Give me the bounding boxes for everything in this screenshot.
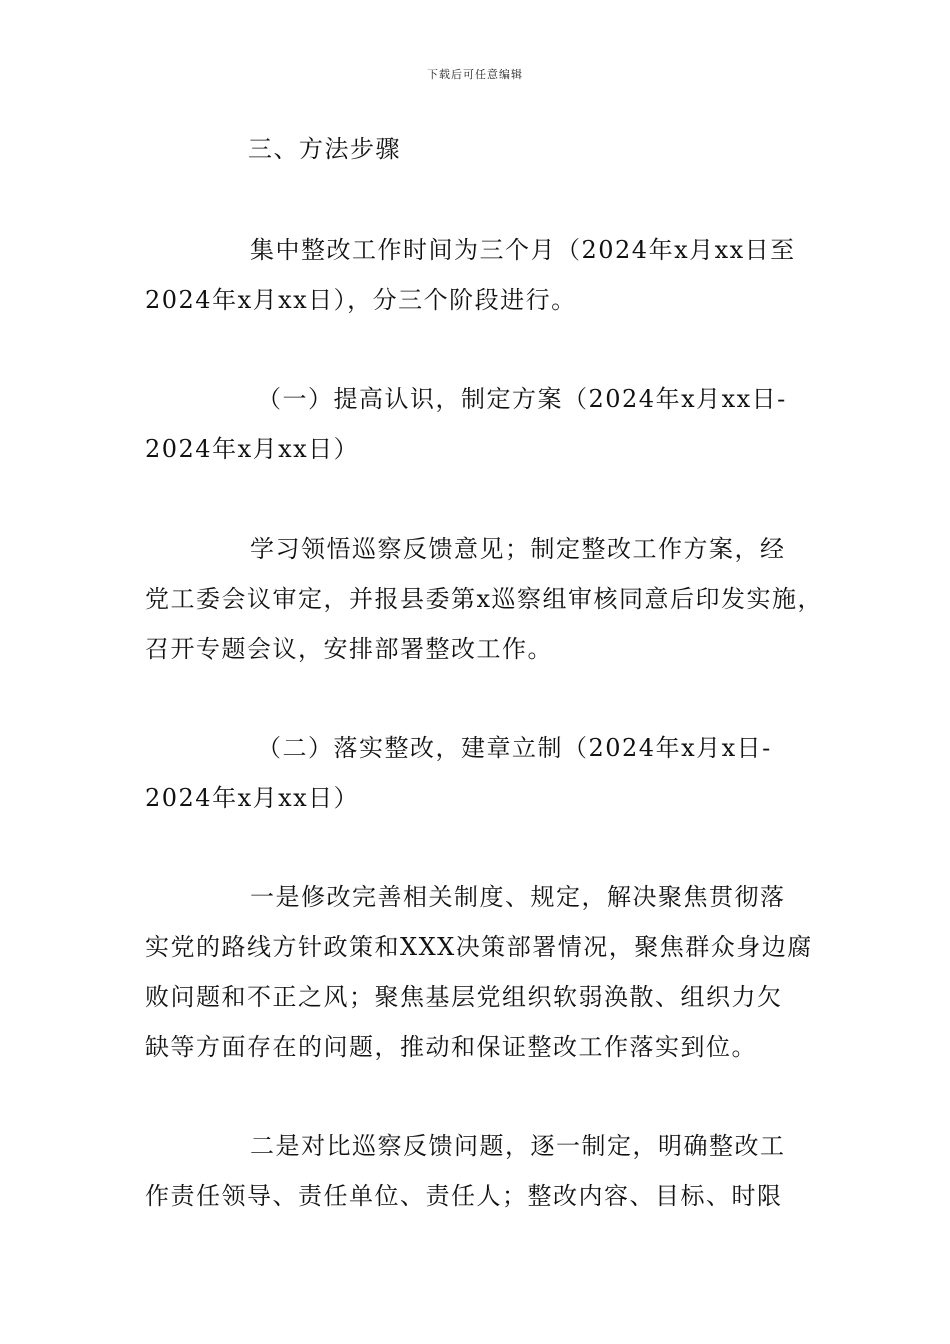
section-heading: 三、方法步骤 <box>248 135 401 163</box>
paragraph-line: 2024年x月xx日），分三个阶段进行。 <box>145 286 577 314</box>
paragraph-line: 党工委会议审定，并报县委第x巡察组审核同意后印发实施， <box>145 585 824 613</box>
paragraph-line: 一是修改完善相关制度、规定，解决聚焦贯彻落 <box>250 883 786 911</box>
paragraph-line: 作责任领导、责任单位、责任人；整改内容、目标、时限 <box>145 1182 783 1210</box>
paragraph-line: 实党的路线方针政策和XXX决策部署情况，聚焦群众身边腐 <box>145 933 813 961</box>
paragraph-line: 集中整改工作时间为三个月（2024年x月xx日至 <box>250 236 796 264</box>
paragraph-line: 缺等方面存在的问题，推动和保证整改工作落实到位。 <box>145 1033 757 1061</box>
header-note: 下载后可任意编辑 <box>427 68 523 81</box>
subsection-heading-cont: 2024年x月xx日） <box>145 435 360 463</box>
paragraph-line: 败问题和不正之风；聚焦基层党组织软弱涣散、组织力欠 <box>145 983 783 1011</box>
paragraph-line: 二是对比巡察反馈问题，逐一制定，明确整改工 <box>250 1132 786 1160</box>
paragraph-line: 学习领悟巡察反馈意见；制定整改工作方案，经 <box>250 535 786 563</box>
subsection-heading: （二）落实整改，建章立制（2024年x月x日- <box>257 734 772 762</box>
subsection-heading: （一）提高认识，制定方案（2024年x月xx日- <box>257 385 787 413</box>
paragraph-line: 召开专题会议，安排部署整改工作。 <box>145 635 553 663</box>
subsection-heading-cont: 2024年x月xx日） <box>145 784 360 812</box>
